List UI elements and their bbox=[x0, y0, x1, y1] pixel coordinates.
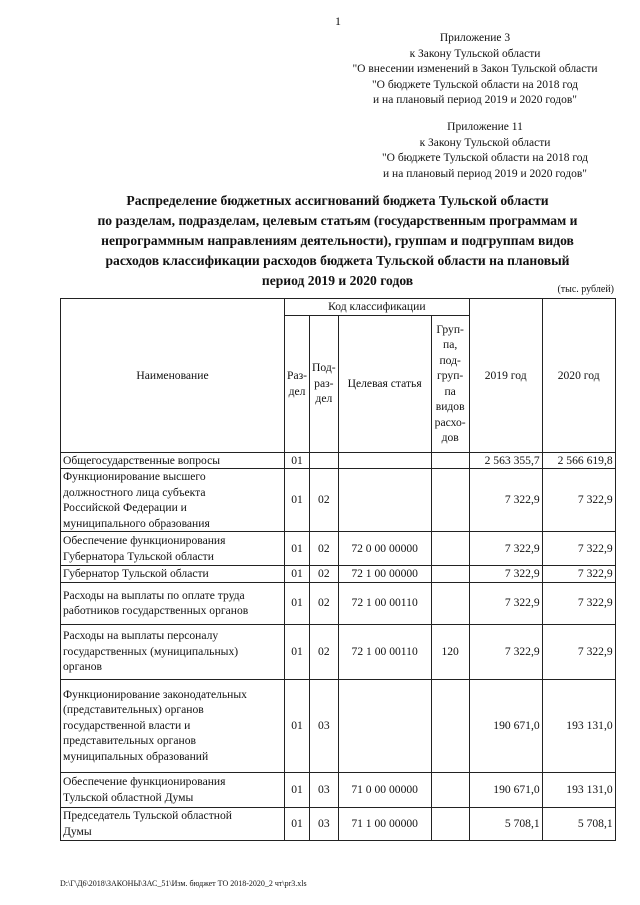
row-group bbox=[431, 532, 469, 566]
row-2019: 7 322,9 bbox=[469, 582, 542, 624]
row-group bbox=[431, 582, 469, 624]
row-group bbox=[431, 566, 469, 583]
table-row bbox=[61, 679, 616, 772]
row-2020: 193 131,0 bbox=[542, 772, 615, 807]
page-number: 1 bbox=[335, 14, 341, 28]
row-razdel: 01 bbox=[285, 469, 310, 532]
file-path-footer: D:\Г\Д6\2018\ЗАКОНЫ\ЗАС_51\Изм. бюджет ТО 2018-2020_2 чт\pr3.xls bbox=[60, 879, 307, 888]
row-2020: 5 708,1 bbox=[542, 807, 615, 840]
title-line: Распределение бюджетных ассигнований бюджета Тульской области bbox=[126, 193, 549, 208]
table-row bbox=[61, 452, 616, 469]
annex-line: "О бюджете Тульской области на 2018 год bbox=[371, 78, 579, 91]
row-group: 120 bbox=[431, 624, 469, 679]
table-row bbox=[61, 469, 616, 532]
row-2019: 7 322,9 bbox=[469, 532, 542, 566]
annex-line: и на плановый период 2019 и 2020 годов" bbox=[373, 94, 577, 106]
row-name: Губернатор Тульской области bbox=[61, 566, 285, 583]
header-target: Целевая статья bbox=[338, 315, 431, 452]
row-2019: 190 671,0 bbox=[469, 679, 542, 772]
title-line: по разделам, подразделам, целевым статьям (государственным программам и bbox=[97, 213, 578, 228]
budget-table bbox=[60, 298, 616, 841]
table-row bbox=[61, 807, 616, 840]
row-podrazdel: 03 bbox=[310, 679, 339, 772]
row-2019: 7 322,9 bbox=[469, 624, 542, 679]
annex-line: к Закону Тульской области bbox=[419, 136, 551, 149]
units-label: (тыс. рублей) bbox=[557, 284, 614, 295]
row-podrazdel bbox=[310, 452, 339, 469]
row-2020: 7 322,9 bbox=[542, 582, 615, 624]
row-target: 72 1 00 00110 bbox=[338, 624, 431, 679]
annex-line: Приложение 3 bbox=[439, 32, 511, 44]
row-target bbox=[338, 679, 431, 772]
row-target: 72 0 00 00000 bbox=[338, 532, 431, 566]
row-2019: 2 563 355,7 bbox=[469, 452, 542, 469]
row-2019: 7 322,9 bbox=[469, 469, 542, 532]
row-target: 72 1 00 00110 bbox=[338, 582, 431, 624]
row-2020: 7 322,9 bbox=[542, 469, 615, 532]
row-group bbox=[431, 452, 469, 469]
document-title bbox=[60, 191, 615, 291]
annex-line: и на плановый период 2019 и 2020 годов" bbox=[383, 167, 587, 180]
row-target: 72 1 00 00000 bbox=[338, 566, 431, 583]
table-row bbox=[61, 624, 616, 679]
header-2019: 2019 год bbox=[469, 299, 542, 453]
row-group bbox=[431, 679, 469, 772]
annex-11-block bbox=[370, 120, 600, 182]
row-razdel: 01 bbox=[285, 582, 310, 624]
row-razdel: 01 bbox=[285, 679, 310, 772]
annex-line: "О внесении изменений в Закон Тульской области bbox=[352, 63, 598, 75]
annex-line: Приложение 11 bbox=[447, 121, 523, 133]
row-podrazdel: 02 bbox=[310, 566, 339, 583]
row-group bbox=[431, 807, 469, 840]
header-podrazdel: Под- раз- дел bbox=[310, 315, 339, 452]
header-code: Код классификации bbox=[285, 299, 470, 316]
title-line: расходов классификации расходов бюджета Тульской области на плановый bbox=[105, 253, 570, 268]
title-line: непрограммным направлениям деятельности), группам и подгруппам видов bbox=[101, 233, 574, 248]
row-razdel: 01 bbox=[285, 772, 310, 807]
annex-3-block bbox=[350, 31, 600, 109]
row-name: Расходы на выплаты персоналу государственных (муниципальных) органов bbox=[61, 624, 285, 679]
row-name: Функционирование высшего должностного лица субъекта Российской Федерации и муниципального образования bbox=[61, 469, 285, 532]
row-razdel: 01 bbox=[285, 532, 310, 566]
row-group bbox=[431, 772, 469, 807]
title-line: период 2019 и 2020 годов bbox=[261, 273, 414, 288]
header-name: Наименование bbox=[61, 299, 285, 453]
row-target: 71 0 00 00000 bbox=[338, 772, 431, 807]
row-podrazdel: 02 bbox=[310, 624, 339, 679]
row-2020: 7 322,9 bbox=[542, 624, 615, 679]
header-group: Груп- па, под- груп- па видов расхо- дов bbox=[431, 315, 469, 452]
row-2019: 190 671,0 bbox=[469, 772, 542, 807]
row-razdel: 01 bbox=[285, 807, 310, 840]
row-name: Обеспечение функционирования Тульской областной Думы bbox=[61, 772, 285, 807]
row-name: Расходы на выплаты по оплате труда работников государственных органов bbox=[61, 582, 285, 624]
row-name: Общегосударственные вопросы bbox=[61, 452, 285, 469]
row-razdel: 01 bbox=[285, 452, 310, 469]
annex-line: к Закону Тульской области bbox=[409, 47, 541, 60]
row-2020: 2 566 619,8 bbox=[542, 452, 615, 469]
row-podrazdel: 02 bbox=[310, 532, 339, 566]
row-podrazdel: 03 bbox=[310, 772, 339, 807]
header-razdel: Раз- дел bbox=[285, 315, 310, 452]
row-group bbox=[431, 469, 469, 532]
row-name: Функционирование законодательных (представительных) органов государственной власти и представительных органов муниципальных образований bbox=[61, 679, 285, 772]
table-row bbox=[61, 566, 616, 583]
row-podrazdel: 02 bbox=[310, 469, 339, 532]
row-2020: 7 322,9 bbox=[542, 566, 615, 583]
annex-line: "О бюджете Тульской области на 2018 год bbox=[381, 152, 589, 164]
row-razdel: 01 bbox=[285, 624, 310, 679]
row-name: Обеспечение функционирования Губернатора Тульской области bbox=[61, 532, 285, 566]
row-name: Председатель Тульской областной Думы bbox=[61, 807, 285, 840]
row-podrazdel: 03 bbox=[310, 807, 339, 840]
table-row bbox=[61, 582, 616, 624]
row-target bbox=[338, 469, 431, 532]
row-target: 71 1 00 00000 bbox=[338, 807, 431, 840]
row-razdel: 01 bbox=[285, 566, 310, 583]
row-2019: 5 708,1 bbox=[469, 807, 542, 840]
row-target bbox=[338, 452, 431, 469]
header-2020: 2020 год bbox=[542, 299, 615, 453]
row-podrazdel: 02 bbox=[310, 582, 339, 624]
table-row bbox=[61, 532, 616, 566]
row-2020: 193 131,0 bbox=[542, 679, 615, 772]
row-2020: 7 322,9 bbox=[542, 532, 615, 566]
table-row bbox=[61, 772, 616, 807]
row-2019: 7 322,9 bbox=[469, 566, 542, 583]
